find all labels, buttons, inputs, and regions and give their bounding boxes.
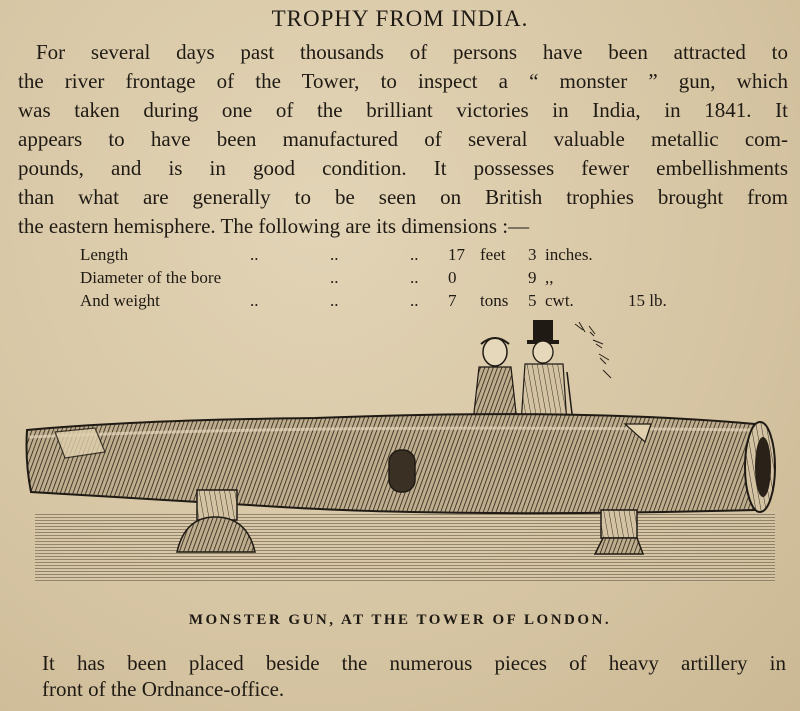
leader-dots: .. [330, 245, 339, 264]
paragraph-line: the eastern hemisphere. The following are its dimensions :— [18, 214, 530, 238]
illustration-caption: MONSTER GUN, AT THE TOWER OF LONDON. [188, 612, 612, 628]
dimension-value: 3 [528, 245, 537, 264]
dimension-unit: cwt. [545, 291, 574, 310]
paragraph-line: front of the Ordnance-office. [42, 677, 285, 701]
cannon-engraving-illustration [15, 312, 790, 602]
paragraph-line: than what are generally to be seen on British trophies brought from [18, 185, 788, 209]
leader-dots: .. [410, 268, 419, 287]
leader-dots: .. [410, 291, 419, 310]
paragraph-line: was taken during one of the brilliant victories in India, in 1841. It [18, 98, 788, 122]
paragraph-line: the river frontage of the Tower, to inspect a “ monster ” gun, which [18, 69, 788, 93]
cannon-support-right [595, 510, 643, 554]
leader-dots: .. [250, 291, 259, 310]
closing-paragraph [42, 650, 786, 702]
dimension-unit: inches. [545, 245, 593, 264]
dimension-unit: feet [480, 245, 506, 264]
dimension-value: 5 [528, 291, 537, 310]
dimension-row-bore [80, 266, 680, 289]
paragraph-line: It has been placed beside the numerous pieces of heavy artillery in [42, 651, 786, 675]
foliage-sketch [575, 322, 611, 378]
ground-shading [35, 512, 775, 582]
leader-dots: .. [410, 245, 419, 264]
dimension-row-length [80, 243, 680, 266]
dimension-label: Length [80, 245, 129, 264]
paragraph-line: pounds, and is in good condition. It possesses fewer embellishments [18, 156, 788, 180]
leader-dots: .. [330, 291, 339, 310]
dimension-label: Diameter of the bore [80, 268, 222, 287]
article-title: TROPHY FROM INDIA. [271, 6, 529, 31]
dimension-label: And weight [80, 291, 160, 310]
dimension-value: 7 [448, 291, 457, 310]
dimensions-table [80, 243, 680, 312]
leader-dots: .. [250, 245, 259, 264]
paragraph-line: For several days past thousands of persons have been attracted to [36, 40, 788, 64]
dimension-value: 9 [528, 268, 537, 287]
dimension-row-weight [80, 289, 680, 312]
paragraph-line: appears to have been manufactured of several valuable metallic com- [18, 127, 788, 151]
cannon-barrel [27, 414, 776, 513]
article-paragraph [18, 38, 788, 241]
dimension-value: 0 [448, 268, 457, 287]
dimension-value: 17 [448, 245, 465, 264]
dimension-unit: tons [480, 291, 509, 310]
leader-dots: .. [330, 268, 339, 287]
figure-woman [473, 338, 517, 422]
dimension-unit: ,, [545, 268, 554, 287]
dimension-extra: 15 lb. [628, 291, 667, 310]
